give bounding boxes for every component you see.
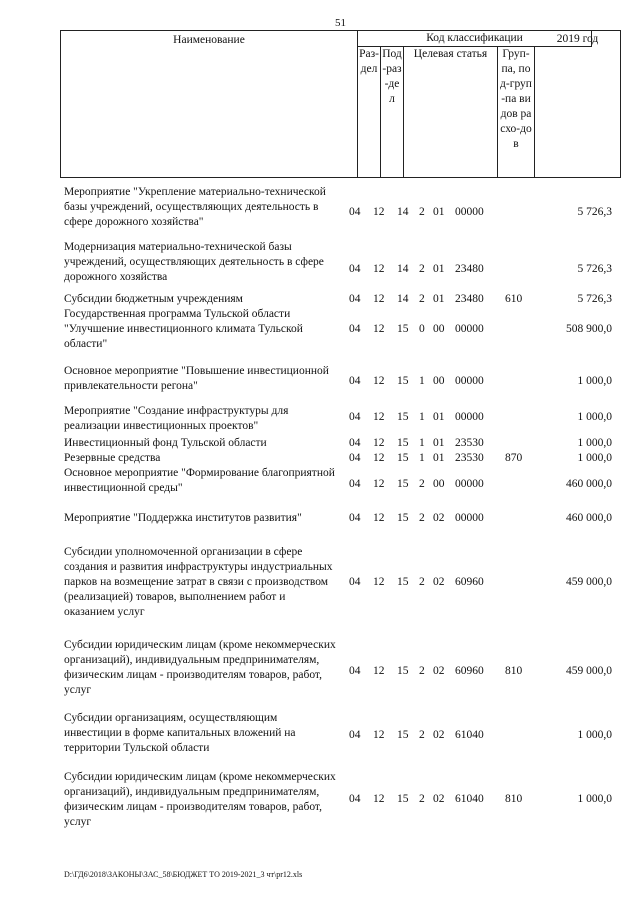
row-razdel: 04 — [349, 375, 361, 387]
row-podrazdel: 12 — [373, 793, 385, 805]
row-target-event: 02 — [433, 729, 445, 741]
row-amount: 5 726,3 — [577, 293, 612, 305]
row-target-event: 00 — [433, 478, 445, 490]
row-amount: 460 000,0 — [566, 478, 612, 490]
row-amount: 1 000,0 — [577, 437, 612, 449]
row-razdel: 04 — [349, 665, 361, 677]
row-amount: 1 000,0 — [577, 452, 612, 464]
row-podrazdel: 12 — [373, 665, 385, 677]
row-target-subprogram: 2 — [419, 512, 425, 524]
row-podrazdel: 12 — [373, 437, 385, 449]
row-target-subprogram: 2 — [419, 729, 425, 741]
row-amount: 460 000,0 — [566, 512, 612, 524]
row-target-subprogram: 1 — [419, 437, 425, 449]
header-classification: Код классификации — [358, 31, 592, 47]
header-podrazdel: Под-раз-дел — [381, 47, 404, 178]
row-amount: 459 000,0 — [566, 665, 612, 677]
row-target-direction: 23480 — [455, 293, 484, 305]
row-name: Инвестиционный фонд Тульской области — [64, 437, 267, 449]
row-target-subprogram: 2 — [419, 293, 425, 305]
row-target-event: 00 — [433, 375, 445, 387]
row-target-program: 15 — [397, 323, 409, 335]
row-target-subprogram: 2 — [419, 576, 425, 588]
row-expense-group: 810 — [505, 665, 523, 677]
row-target-event: 01 — [433, 452, 445, 464]
row-name: Мероприятие "Создание инфраструктуры для реализации инвестиционных проектов" — [64, 405, 289, 432]
row-razdel: 04 — [349, 729, 361, 741]
row-podrazdel: 12 — [373, 375, 385, 387]
row-target-direction: 00000 — [455, 323, 484, 335]
row-podrazdel: 12 — [373, 293, 385, 305]
row-target-program: 14 — [397, 263, 409, 275]
row-target-direction: 60960 — [455, 576, 484, 588]
row-target-direction: 61040 — [455, 729, 484, 741]
row-name: Субсидии юридическим лицам (кроме некоммерческих организаций), индивидуальным предпринимателям, физическим лицам - производителям товаров, работ, услуг — [64, 771, 336, 828]
row-amount: 1 000,0 — [577, 375, 612, 387]
row-amount: 1 000,0 — [577, 411, 612, 423]
row-razdel: 04 — [349, 411, 361, 423]
row-target-direction: 23530 — [455, 452, 484, 464]
row-podrazdel: 12 — [373, 512, 385, 524]
row-target-direction: 00000 — [455, 411, 484, 423]
row-expense-group: 810 — [505, 793, 523, 805]
row-expense-group: 870 — [505, 452, 523, 464]
row-razdel: 04 — [349, 323, 361, 335]
row-target-event: 01 — [433, 437, 445, 449]
row-target-subprogram: 2 — [419, 206, 425, 218]
header-target: Целевая статья — [404, 47, 498, 178]
row-razdel: 04 — [349, 793, 361, 805]
row-amount: 508 900,0 — [566, 323, 612, 335]
row-target-program: 14 — [397, 206, 409, 218]
row-podrazdel: 12 — [373, 478, 385, 490]
row-razdel: 04 — [349, 512, 361, 524]
row-target-event: 02 — [433, 512, 445, 524]
row-target-direction: 00000 — [455, 512, 484, 524]
row-target-program: 15 — [397, 576, 409, 588]
row-razdel: 04 — [349, 452, 361, 464]
row-name: Субсидии бюджетным учреждениям — [64, 293, 243, 305]
row-target-subprogram: 2 — [419, 793, 425, 805]
row-podrazdel: 12 — [373, 263, 385, 275]
row-target-subprogram: 2 — [419, 478, 425, 490]
row-target-event: 02 — [433, 576, 445, 588]
row-name: Субсидии уполномоченной организации в сфере создания и развития инфраструктуры индустриальных парков на возмещение затрат в связи с производством (реализацией) товаров, выполнением работ и оказанием услуг — [64, 546, 333, 618]
row-name: Государственная программа Тульской области "Улучшение инвестиционного климата Тульской области" — [64, 308, 303, 350]
row-razdel: 04 — [349, 293, 361, 305]
row-target-program: 15 — [397, 411, 409, 423]
row-target-direction: 00000 — [455, 206, 484, 218]
row-target-program: 15 — [397, 729, 409, 741]
header-razdel: Раз-дел — [358, 47, 381, 178]
row-target-program: 15 — [397, 375, 409, 387]
row-target-direction: 00000 — [455, 478, 484, 490]
row-name: Мероприятие "Укрепление материально-технической базы учреждений, осуществляющих деятельность в сфере дорожного хозяйства" — [64, 186, 326, 228]
row-target-subprogram: 1 — [419, 411, 425, 423]
row-target-subprogram: 1 — [419, 452, 425, 464]
row-target-subprogram: 0 — [419, 323, 425, 335]
row-name: Основное мероприятие "Повышение инвестиционной привлекательности регона" — [64, 365, 329, 392]
header-group: Груп-па, под-груп-па видов расхо-дов — [498, 47, 535, 178]
row-target-subprogram: 2 — [419, 665, 425, 677]
row-podrazdel: 12 — [373, 576, 385, 588]
row-target-direction: 23530 — [455, 437, 484, 449]
row-podrazdel: 12 — [373, 452, 385, 464]
row-name: Модернизация материально-технической базы учреждений, осуществляющих деятельность в сфере дорожного хозяйства — [64, 241, 324, 283]
row-podrazdel: 12 — [373, 206, 385, 218]
row-target-direction: 00000 — [455, 375, 484, 387]
row-target-event: 01 — [433, 206, 445, 218]
row-name: Субсидии организациям, осуществляющим инвестиции в форме капитальных вложений на территории Тульской области — [64, 712, 296, 754]
row-razdel: 04 — [349, 478, 361, 490]
row-podrazdel: 12 — [373, 729, 385, 741]
table-header — [60, 30, 621, 178]
row-amount: 5 726,3 — [577, 206, 612, 218]
row-target-subprogram: 2 — [419, 263, 425, 275]
header-name: Наименование — [61, 31, 358, 178]
row-target-event: 01 — [433, 263, 445, 275]
row-name: Мероприятие "Поддержка институтов развития" — [64, 512, 302, 524]
row-target-program: 15 — [397, 478, 409, 490]
row-razdel: 04 — [349, 206, 361, 218]
row-target-event: 02 — [433, 665, 445, 677]
row-razdel: 04 — [349, 263, 361, 275]
row-name: Основное мероприятие "Формирование благоприятной инвестиционной среды" — [64, 467, 335, 494]
row-target-subprogram: 1 — [419, 375, 425, 387]
row-name: Резервные средства — [64, 452, 161, 464]
row-target-event: 01 — [433, 293, 445, 305]
row-target-direction: 60960 — [455, 665, 484, 677]
row-razdel: 04 — [349, 576, 361, 588]
row-target-direction: 61040 — [455, 793, 484, 805]
page-number: 51 — [335, 17, 346, 29]
row-podrazdel: 12 — [373, 323, 385, 335]
header-year: 2019 год — [535, 31, 621, 178]
row-target-program: 15 — [397, 512, 409, 524]
row-amount: 5 726,3 — [577, 263, 612, 275]
row-razdel: 04 — [349, 437, 361, 449]
row-amount: 459 000,0 — [566, 576, 612, 588]
file-path-footer: D:\ГД6\2018\ЗАКОНЫ\ЗАС_58\БЮДЖЕТ ТО 2019-2021_3 чт\pr12.xls — [64, 870, 303, 879]
row-podrazdel: 12 — [373, 411, 385, 423]
row-expense-group: 610 — [505, 293, 523, 305]
row-target-program: 15 — [397, 452, 409, 464]
row-amount: 1 000,0 — [577, 793, 612, 805]
row-target-event: 02 — [433, 793, 445, 805]
row-name: Субсидии юридическим лицам (кроме некоммерческих организаций), индивидуальным предпринимателям, физическим лицам - производителям товаров, работ, услуг — [64, 639, 336, 696]
row-target-program: 15 — [397, 665, 409, 677]
row-target-program: 15 — [397, 793, 409, 805]
row-target-program: 15 — [397, 437, 409, 449]
row-target-event: 00 — [433, 323, 445, 335]
row-target-direction: 23480 — [455, 263, 484, 275]
row-target-event: 01 — [433, 411, 445, 423]
row-target-program: 14 — [397, 293, 409, 305]
row-amount: 1 000,0 — [577, 729, 612, 741]
